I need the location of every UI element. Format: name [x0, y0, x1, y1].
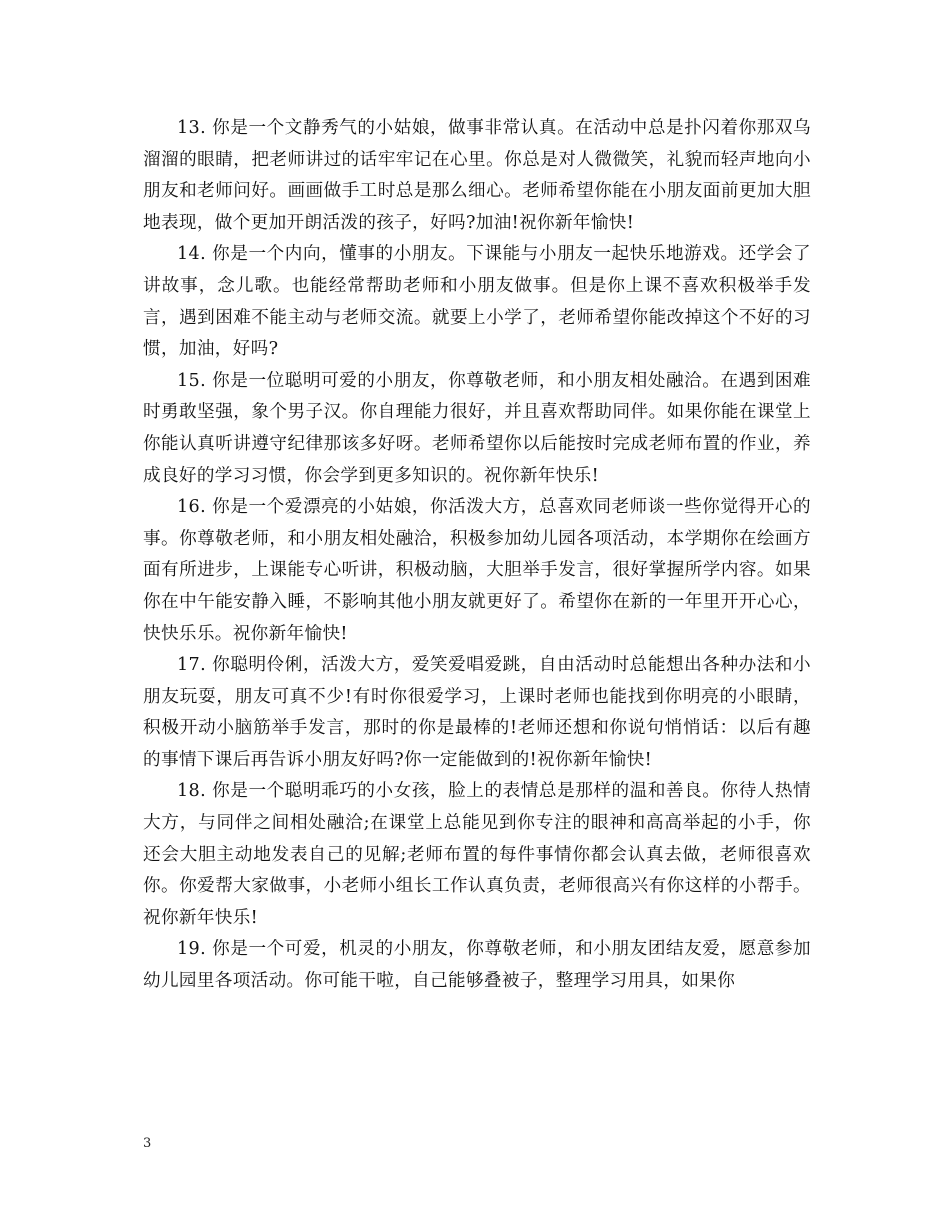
paragraph-14: 14. 你是一个内向，懂事的小朋友。下课能与小朋友一起快乐地游戏。还学会了讲故事，念儿歌。也能经常帮助老师和小朋友做事。但是你上课不喜欢积极举手发言，遇到困难不能主动与老师交流。就要上小学了，老师希望你能改掉这个不好的习惯，加油，好吗? — [143, 244, 811, 360]
paragraph-19: 19. 你是一个可爱，机灵的小朋友，你尊敬老师，和小朋友团结友爱，愿意参加幼儿园里各项活动。你可能干啦，自己能够叠被子，整理学习用具，如果你 — [143, 939, 811, 992]
paragraph-17: 17. 你聪明伶俐，活泼大方，爱笑爱唱爱跳，自由活动时总能想出各种办法和小朋友玩耍，朋友可真不少!有时你很爱学习，上课时老师也能找到你明亮的小眼睛，积极开动小脑筋举手发言，那时的你是最棒的!老师还想和你说句悄悄话：以后有趣的事情下课后再告诉小朋友好吗?你一定能做到的!祝你新年愉快! — [143, 655, 811, 770]
paragraph-15: 15. 你是一位聪明可爱的小朋友，你尊敬老师，和小朋友相处融洽。在遇到困难时勇敢坚强，象个男子汉。你自理能力很好，并且喜欢帮助同伴。如果你能在课堂上你能认真听讲遵守纪律那该多好呀。老师希望你以后能按时完成老师布置的作业，养成良好的学习习惯，你会学到更多知识的。祝你新年快乐! — [143, 370, 811, 486]
paragraph-16: 16. 你是一个爱漂亮的小姑娘，你活泼大方，总喜欢同老师谈一些你觉得开心的事。你尊敬老师，和小朋友相处融洽，积极参加幼儿园各项活动，本学期你在绘画方面有所进步，上课能专心听讲，积极动脑，大胆举手发言，很好掌握所学内容。如果你在中午能安静入睡，不影响其他小朋友就更好了。希望你在新的一年里开开心心，快快乐乐。祝你新年愉快! — [143, 497, 811, 644]
page-number: 3 — [143, 1136, 152, 1151]
document-body — [143, 113, 811, 998]
paragraph-18: 18. 你是一个聪明乖巧的小女孩，脸上的表情总是那样的温和善良。你待人热情大方，与同伴之间相处融洽;在课堂上总能见到你专注的眼神和高高举起的小手，你还会大胆主动地发表自己的见解;老师布置的每件事情你都会认真去做，老师很喜欢你。你爱帮大家做事，小老师小组长工作认真负责，老师很高兴有你这样的小帮手。祝你新年快乐! — [143, 781, 811, 928]
paragraph-13: 13. 你是一个文静秀气的小姑娘，做事非常认真。在活动中总是扑闪着你那双乌溜溜的眼睛，把老师讲过的话牢牢记在心里。你总是对人微微笑，礼貌而轻声地向小朋友和老师问好。画画做手工时总是那么细心。老师希望你能在小朋友面前更加大胆地表现，做个更加开朗活泼的孩子，好吗?加油!祝你新年愉快! — [143, 118, 811, 233]
